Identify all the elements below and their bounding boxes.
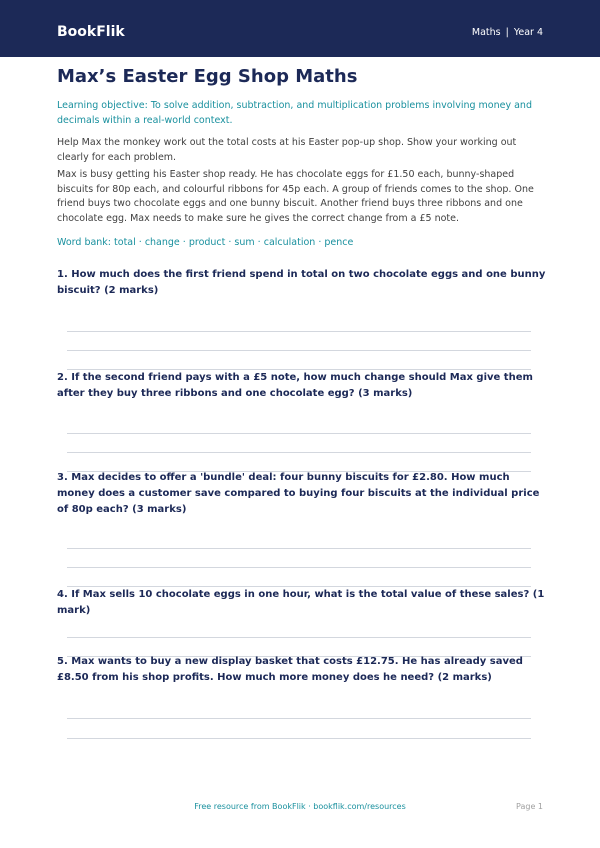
- year-label: Year 4: [513, 27, 543, 38]
- header-separator: |: [505, 27, 509, 38]
- subject-label: Maths: [471, 27, 501, 38]
- answer-line-5b[interactable]: [67, 738, 531, 739]
- question-4: 4. If Max sells 10 chocolate eggs in one hour, what is the total value of these sales? (1 mark): [57, 589, 545, 616]
- question-2: 2. If the second friend pays with a £5 note, how much change should Max give them after they buy three ribbons and one chocolate egg? (3 marks): [57, 372, 533, 399]
- footer-resource: Free resource from BookFlik · bookflik.com/resources: [194, 802, 406, 811]
- answer-line-1a[interactable]: [67, 331, 531, 332]
- brand-logo: BookFlik: [57, 24, 125, 40]
- answer-line-1b[interactable]: [67, 350, 531, 351]
- question-1: 1. How much does the first friend spend in total on two chocolate eggs and one bunny biscuit? (2 marks): [57, 269, 546, 296]
- learning-objective: Learning objective: To solve addition, subtraction, and multiplication problems involving money and decimals within a real-world context.: [57, 100, 532, 126]
- question-5: 5. Max wants to buy a new display basket that costs £12.75. He has already saved £8.50 from his shop profits. How much more money does he need? (2 marks): [57, 656, 523, 683]
- header-meta: [472, 26, 543, 40]
- word-bank: Word bank: total · change · product · sum · calculation · pence: [57, 237, 354, 248]
- page-number: Page 1: [516, 802, 543, 811]
- story-paragraph: Max is busy getting his Easter shop ready. He has chocolate eggs for £1.50 each, bunny-shaped biscuits for 80p each, and colourful ribbons for 45p each. A group of friends comes to the shop. One friend buys two chocolate eggs and one bunny biscuit. Another friend buys three ribbons and one chocolate egg. Max needs to make sure he gives the correct change from a £5 note.: [57, 169, 534, 224]
- answer-line-3b[interactable]: [67, 567, 531, 568]
- answer-line-5a[interactable]: [67, 718, 531, 719]
- page-header: [0, 0, 600, 57]
- answer-line-2a[interactable]: [67, 433, 531, 434]
- answer-line-4a[interactable]: [67, 637, 531, 638]
- answer-line-3a[interactable]: [67, 548, 531, 549]
- question-3: 3. Max decides to offer a 'bundle' deal: four bunny biscuits for £2.80. How much money does a customer save compared to buying four biscuits at the individual price of 80p each? (3 marks): [57, 472, 540, 515]
- worksheet-title: Max’s Easter Egg Shop Maths: [57, 66, 358, 87]
- answer-line-2b[interactable]: [67, 452, 531, 453]
- instructions-paragraph: Help Max the monkey work out the total costs at his Easter pop-up shop. Show your working out clearly for each problem.: [57, 137, 517, 163]
